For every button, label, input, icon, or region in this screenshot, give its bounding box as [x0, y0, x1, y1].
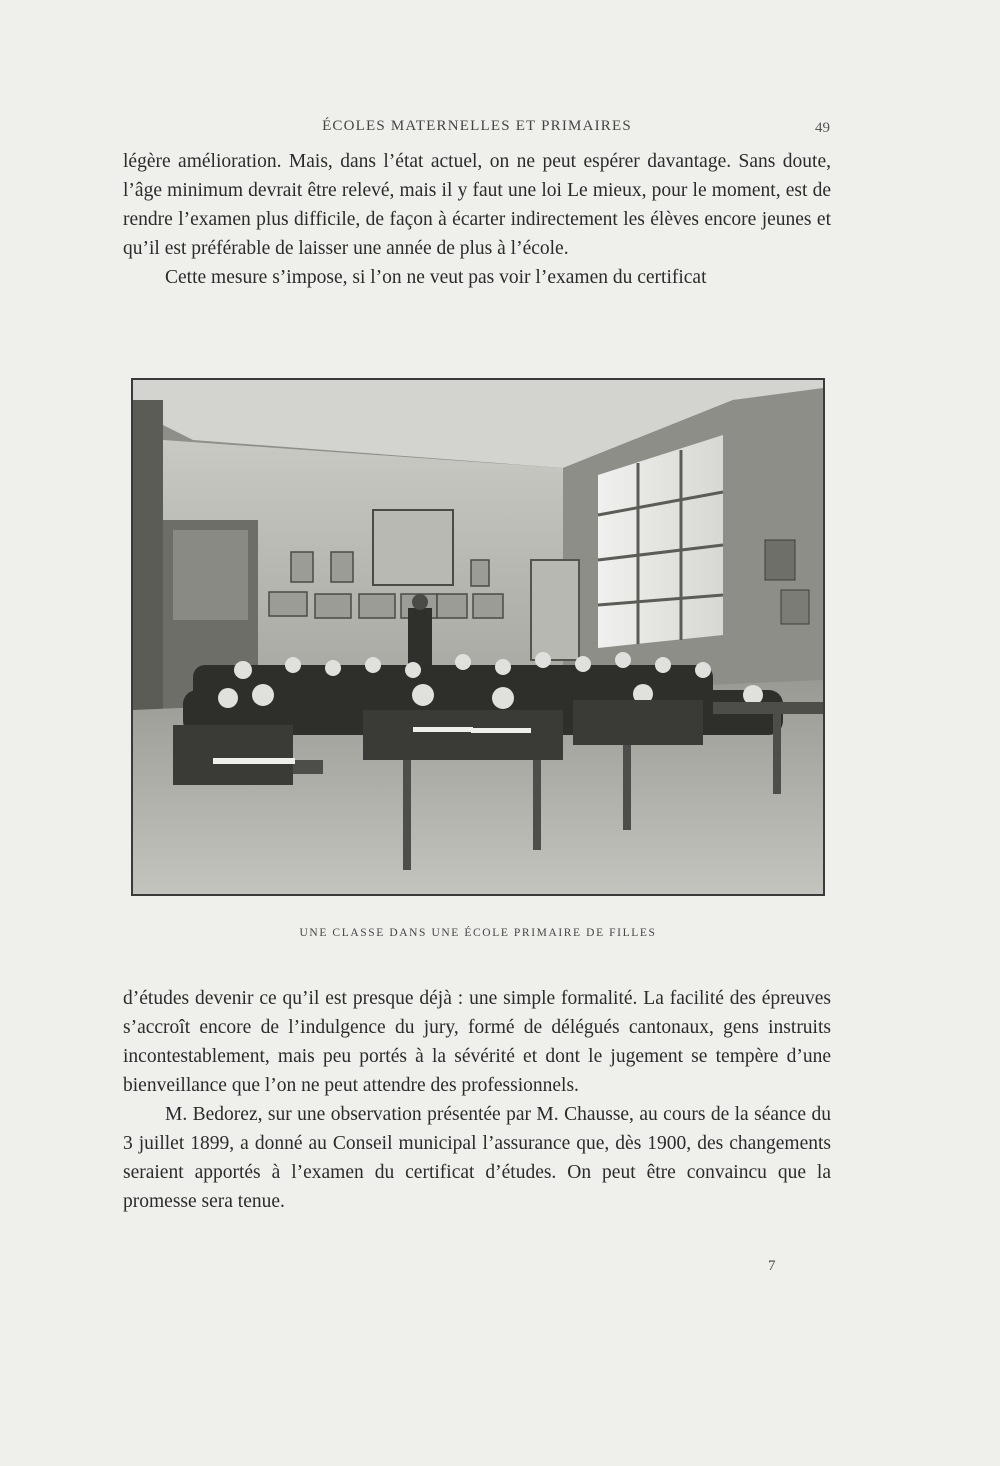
paragraph-top-1: légère amélioration. Mais, dans l’état actuel, on ne peut espérer davantage. Sans doute, l’âge minimum devrait être relevé, mais il y faut une loi Le mieux, pour le moment, est de rendre l’examen plus difficile, de façon à écarter indirectement les élèves encore jeunes et qu’il est préférable de laisser une année de plus à l’école. [123, 151, 831, 259]
paragraph-bottom-1: d’études devenir ce qu’il est presque déjà : une simple formalité. La facilité des épreuves s’accroît encore de l’indulgence du jury, formé de délégués cantonaux, gens instruits incontestablement, mais peu portés à la sévérité et dont le jugement se tempère d’une bienveillance que l’on ne peut attendre des professionnels. [123, 988, 831, 1096]
classroom-photograph [131, 378, 825, 896]
page-number: 49 [815, 120, 830, 136]
photo-illustration [133, 380, 823, 894]
paragraph-bottom-2: M. Bedorez, sur une observation présentée par M. Chausse, au cours de la séance du 3 juillet 1899, a donné au Conseil municipal l’assurance que, dès 1900, des changements seraient apportés à l’examen du certificat d’études. On peut être convaincu que la promesse sera tenue. [123, 1104, 831, 1212]
running-title: ÉCOLES MATERNELLES ET PRIMAIRES [322, 118, 632, 134]
figure-caption: UNE CLASSE DANS UNE ÉCOLE PRIMAIRE DE FILLES [299, 927, 657, 939]
signature-mark: 7 [768, 1258, 776, 1274]
paragraph-top-2: Cette mesure s’impose, si l’on ne veut pas voir l’examen du certificat [165, 267, 707, 288]
text-block-top [123, 147, 831, 292]
text-block-bottom [123, 984, 831, 1216]
